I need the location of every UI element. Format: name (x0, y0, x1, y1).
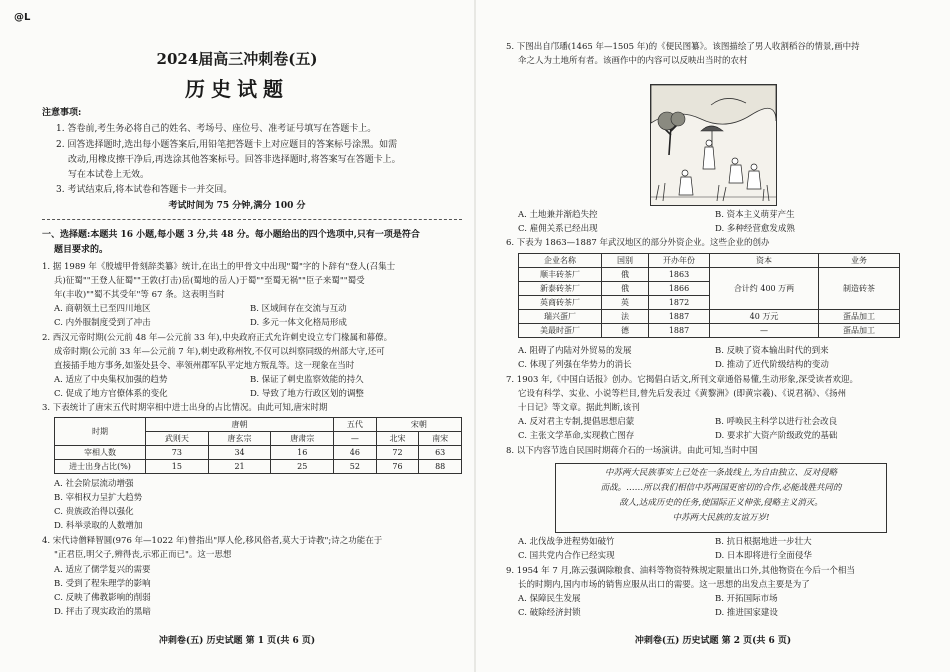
q9-option-d[interactable]: D. 推进国家建设 (715, 608, 778, 618)
notes-heading: 注意事项: (42, 108, 82, 118)
subject-title: 历史试题 (185, 77, 289, 101)
q5-option-d[interactable]: D. 多种经营愈发成熟 (715, 224, 795, 234)
q3-reign: 武则天 (146, 432, 209, 446)
q3-cell: 76 (376, 460, 419, 474)
q3-stem: 3. 下表统计了唐宋五代时期宰相中进士出身的占比情况。由此可知,唐宋时期 (42, 403, 328, 413)
q8-quote-box (555, 463, 887, 533)
section1-intro: 一、选择题:本题共 16 小题,每小题 3 分,共 48 分。每小题给出的四个选项中,只有一项是符合 (42, 230, 420, 240)
q3-cell: 72 (376, 446, 419, 460)
q3-period-header: 时期 (55, 418, 146, 446)
q7-stem-3: 十日记》等文章。据此判断,该刊 (518, 403, 640, 413)
q3-cell: 46 (334, 446, 377, 460)
q3-cell: 25 (271, 460, 334, 474)
time-info: 考试时间为 75 分钟,满分 100 分 (168, 201, 306, 211)
q6-cell: 俄 (602, 268, 649, 282)
q2-stem-2: 成帝时期(公元前 33 年—公元前 7 年),刺史政称州牧,不仅可以纠察同级的州部大守,还可 (54, 347, 385, 357)
q9-option-c[interactable]: C. 破除经济封锁 (518, 608, 581, 618)
q1-option-d[interactable]: D. 多元一体文化格局形成 (250, 318, 347, 328)
note-2: 2. 回答选择题时,选出每小题答案后,用铅笔把答题卡上对应题目的答案标号涂黑。如需 (56, 140, 398, 150)
q3-row-label: 宰相人数 (55, 446, 146, 460)
q8-option-c[interactable]: C. 国共党内合作已经实现 (518, 551, 615, 561)
q6-cell: 1863 (649, 268, 710, 282)
q7-stem: 7. 1903 年,《中国白话报》创办。它揭倡白话文,所刊文章通俗易懂,生动形象,深受读者欢迎。 (506, 375, 858, 385)
note-2-cont: 改动,用橡皮擦干净后,再选涂其他答案标号。回答非选择题时,将答案写在答题卡上。 (68, 155, 401, 165)
q7-option-b[interactable]: B. 呼唤民主科学以进行社会改良 (715, 417, 838, 427)
q1-option-a[interactable]: A. 商朝领土已至四川地区 (54, 304, 151, 314)
q1-option-b[interactable]: B. 区域间存在交流与互动 (250, 304, 347, 314)
q3-reign: 唐肃宗 (271, 432, 334, 446)
q6-stem: 6. 下表为 1863—1887 年武汉地区的部分外资企业。这些企业的创办 (506, 238, 770, 248)
q6-cell: 俄 (602, 282, 649, 296)
q2-option-b[interactable]: B. 保证了刺史监察效能的持久 (250, 375, 364, 385)
q6-header: 资本 (710, 254, 819, 268)
q6-cell: 蛋品加工 (819, 310, 900, 324)
q3-cell: 15 (146, 460, 209, 474)
q8-option-a[interactable]: A. 北伐战争进程势如破竹 (518, 537, 615, 547)
q6-cell: 瑞兴蛋厂 (519, 310, 602, 324)
q6-cell: — (710, 324, 819, 338)
q1-stem-3: 年(丰收)""蜀不其受年"等 67 条。这表明当时 (54, 290, 225, 300)
q6-merged-capital: 合计约 400 万两 (710, 268, 819, 310)
q3-option-a[interactable]: A. 社会阶层流动增强 (54, 479, 134, 489)
q3-option-c[interactable]: C. 贵族政治得以强化 (54, 507, 134, 517)
footer-left: 冲刺卷(五) 历史试题 第 1 页(共 6 页) (158, 636, 316, 646)
q6-option-c[interactable]: C. 体现了列强在华势力的消长 (518, 360, 632, 370)
q3-cell: 16 (271, 446, 334, 460)
q8-quote-line: 中苏两大民族的友谊万岁! (672, 513, 770, 523)
q3-reign: — (334, 432, 377, 446)
q6-cell: 德 (602, 324, 649, 338)
q7-option-d[interactable]: D. 要求扩大资产阶级政党的基础 (715, 431, 838, 441)
q6-cell: 顺丰砖茶厂 (519, 268, 602, 282)
corner-mark: @L (14, 12, 31, 23)
q3-reign: 北宋 (376, 432, 419, 446)
q6-cell: 法 (602, 310, 649, 324)
q8-quote-line: 敌人,达成历史的任务,使国际正义伸张,侵略主义消灭。 (619, 498, 823, 508)
harvest-illustration-svg (651, 85, 776, 205)
footer-right: 冲刺卷(五) 历史试题 第 2 页(共 6 页) (634, 636, 792, 646)
q8-quote-line: 中苏两大民族事实上已处在一条战线上,为自由独立、反对侵略 (604, 468, 838, 478)
q9-option-b[interactable]: B. 开拓国际市场 (715, 594, 778, 604)
q6-option-b[interactable]: B. 反映了资本输出时代的到来 (715, 346, 829, 356)
q4-option-c[interactable]: C. 反映了佛教影响的削弱 (54, 593, 151, 603)
q6-table (518, 253, 900, 338)
q5-option-a[interactable]: A. 土地兼并渐趋失控 (518, 210, 598, 220)
q6-cell: 英 (602, 296, 649, 310)
q3-reign: 唐玄宗 (208, 432, 271, 446)
q5-stem-2: 伞之人为土地所有者。该画作中的内容可以反映出当时的农村 (518, 56, 748, 66)
q9-stem: 9. 1954 年 7 月,陈云强调除粮食、油料等物资特殊规定限量出口外,其他物资在今后一个相当 (506, 566, 855, 576)
q6-cell: 英商砖茶厂 (519, 296, 602, 310)
q1-stem-2: 兵)征蜀""王登人征蜀""王敦(打击)岳(蜀地的岳人)于蜀""至蜀无祸""臣子来蜀""蜀受 (54, 276, 365, 286)
q1-option-c[interactable]: C. 内外服制度受到了冲击 (54, 318, 151, 328)
q3-cell: 88 (419, 460, 462, 474)
q2-option-a[interactable]: A. 适应了中央集权加强的趋势 (54, 375, 168, 385)
q8-option-d[interactable]: D. 日本即将进行全面侵华 (715, 551, 812, 561)
q6-header: 业务 (819, 254, 900, 268)
q6-cell: 新泰砖茶厂 (519, 282, 602, 296)
q7-option-a[interactable]: A. 反对君主专制,提倡思想启蒙 (518, 417, 635, 427)
q3-row-label: 进士出身占比(%) (55, 460, 146, 474)
left-page (0, 0, 474, 672)
q5-stem: 5. 下图出自邝璠(1465 年—1505 年)的《便民图纂》。该图描绘了男人收割稻谷的情景,画中持 (506, 42, 860, 52)
q9-stem-2: 长的时期内,国内市场的销售应服从出口的需要。这一思想的出发点主要是为了 (518, 580, 810, 590)
q4-option-b[interactable]: B. 受到了程朱理学的影响 (54, 579, 151, 589)
q8-stem: 8. 以下内容节选自民国时期蒋介石的一场演讲。由此可知,当时中国 (506, 446, 758, 456)
q3-dynasty-song: 宋朝 (376, 418, 461, 432)
q3-cell: 63 (419, 446, 462, 460)
q3-dynasty-wudai: 五代 (334, 418, 377, 432)
q6-header: 国别 (602, 254, 649, 268)
q6-header: 企业名称 (519, 254, 602, 268)
q7-stem-2: 它设有科学、实业、小说等栏目,曾先后发表过《黄黎洲》(即黄宗羲)、《说君祸》、《扬州 (518, 389, 847, 399)
q3-option-b[interactable]: B. 宰相权力呈扩大趋势 (54, 493, 143, 503)
q5-option-b[interactable]: B. 资本主义萌芽产生 (715, 210, 795, 220)
q4-option-d[interactable]: D. 抨击了现实政治的黑暗 (54, 607, 151, 617)
q6-cell: 1887 (649, 310, 710, 324)
exam-title: 2024届高三冲刺卷(五) (156, 50, 318, 68)
q9-option-a[interactable]: A. 保障民生发展 (518, 594, 581, 604)
q6-cell: 1872 (649, 296, 710, 310)
q3-cell: 21 (208, 460, 271, 474)
q6-cell: 1866 (649, 282, 710, 296)
note-1: 1. 答卷前,考生务必将自己的姓名、考场号、座位号、准考证号填写在答题卡上。 (56, 124, 377, 134)
q6-cell: 40 万元 (710, 310, 819, 324)
q3-cell: 34 (208, 446, 271, 460)
q3-dynasty-tang: 唐朝 (146, 418, 334, 432)
q3-table (54, 417, 462, 474)
q4-option-a[interactable]: A. 适应了儒学复兴的需要 (54, 565, 151, 575)
q6-cell: 1887 (649, 324, 710, 338)
q4-stem: 4. 宋代诗僧释智圆(976 年—1022 年)曾指出"厚人伦,移风俗者,莫大于诗教";诗之功能在于 (42, 536, 383, 546)
q4-stem-2: "正君臣,明父子,辨得丧,示邪正而已"。这一思想 (54, 550, 232, 560)
q8-quote-line: 而战。……所以我们相信中苏两国更密切的合作,必能战胜共同的 (600, 483, 842, 493)
q1-stem: 1. 据 1989 年《殷墟甲骨刻辞类纂》统计,在出土的甲骨文中出现"蜀"字的卜辞有"登人(召集士 (42, 262, 396, 272)
q2-option-d[interactable]: D. 导致了地方行政区划的调整 (250, 389, 364, 399)
divider (42, 219, 462, 220)
q8-option-b[interactable]: B. 抗日根据地进一步壮大 (715, 537, 812, 547)
q2-option-c[interactable]: C. 促成了地方官僚体系的变化 (54, 389, 168, 399)
q6-cell: 美最时蛋厂 (519, 324, 602, 338)
q2-stem-3: 直接插手地方事务,如鉴处县令、率领州郡军队平定地方叛乱等。这一现象在当时 (54, 361, 355, 371)
q6-cell: 蛋品加工 (819, 324, 900, 338)
q3-reign: 南宋 (419, 432, 462, 446)
q5-option-c[interactable]: C. 雇佣关系已经出现 (518, 224, 598, 234)
q3-option-d[interactable]: D. 科举录取的人数增加 (54, 521, 143, 531)
q6-merged-business: 制造砖茶 (819, 268, 900, 310)
q7-option-c[interactable]: C. 主张文学革命,实现救亡图存 (518, 431, 635, 441)
q6-option-d[interactable]: D. 推动了近代阶级结构的变动 (715, 360, 829, 370)
note-2-cont2: 写在本试卷上无效。 (68, 170, 150, 180)
q3-cell: 73 (146, 446, 209, 460)
q6-header: 开办年份 (649, 254, 710, 268)
q2-stem: 2. 西汉元帝时期(公元前 48 年—公元前 33 年),中央政府正式允许刺史设立专门椽属和幕僚。 (42, 333, 393, 343)
note-3: 3. 考试结束后,将本试卷和答题卡一并交回。 (56, 185, 233, 195)
q6-option-a[interactable]: A. 阻碍了内陆对外贸易的发展 (518, 346, 632, 356)
q3-cell: 52 (334, 460, 377, 474)
harvest-illustration (650, 84, 777, 206)
section1-intro-cont: 题目要求的。 (54, 245, 109, 255)
